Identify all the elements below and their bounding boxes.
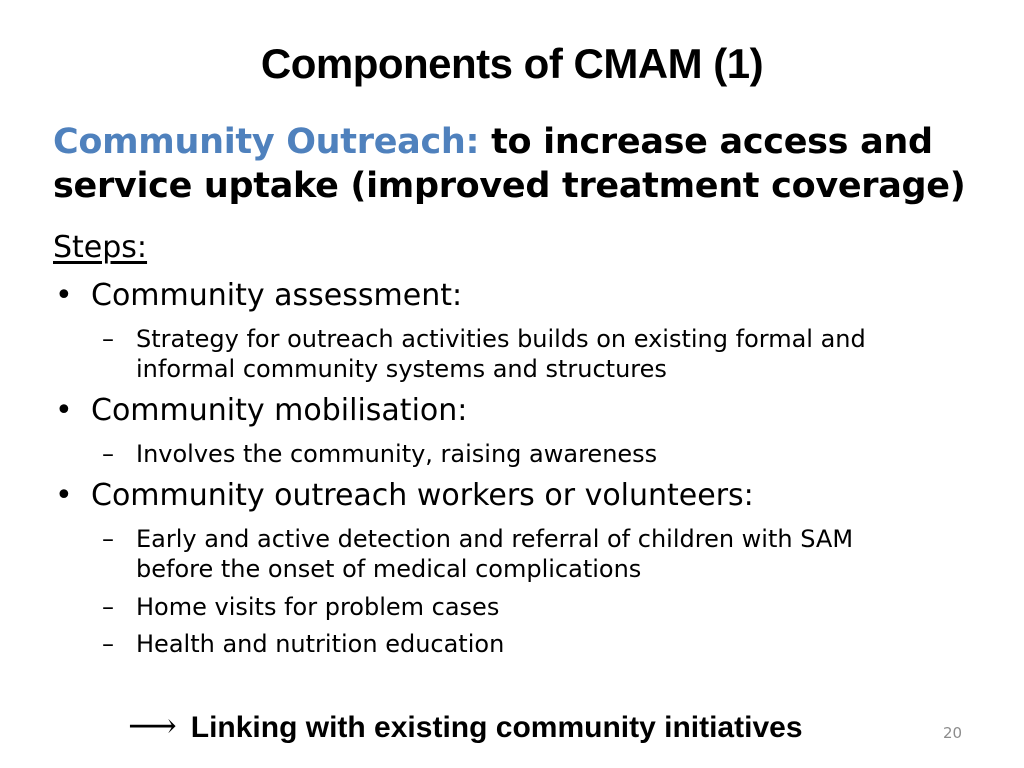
footer-statement (128, 706, 803, 746)
sub-text: Strategy for outreach activities builds on existing formal and informal community systems and structures (136, 325, 866, 383)
bullet-item (55, 393, 467, 429)
page-number: 20 (943, 724, 963, 742)
sub-text: Health and nutrition education (136, 630, 505, 658)
section-heading (53, 120, 993, 208)
bullet-label: Community outreach workers or volunteers: (91, 478, 754, 513)
sub-item (102, 439, 922, 469)
sub-dash: – (102, 593, 114, 621)
sub-dash: – (102, 630, 114, 658)
bullet-label: Community assessment: (91, 278, 463, 313)
bullet-item (55, 478, 754, 514)
steps-label: Steps: (53, 230, 148, 265)
sub-item (102, 592, 922, 622)
bullet-dot: • (55, 478, 73, 513)
slide-title: Components of CMAM (1) (260, 40, 764, 87)
sub-item (102, 524, 922, 584)
right-arrow-icon: ⟶ (128, 706, 177, 746)
bullet-item (55, 278, 462, 314)
sub-item (102, 324, 922, 384)
sub-text: Involves the community, raising awareness (136, 440, 658, 468)
sub-dash: – (102, 525, 114, 553)
heading-rest: to increase access and service uptake (improved treatment coverage) (53, 122, 966, 206)
sub-dash: – (102, 325, 114, 353)
bullet-dot: • (55, 393, 73, 428)
bullet-dot: • (55, 278, 73, 313)
sub-dash: – (102, 440, 114, 468)
heading-accent: Community Outreach: (53, 122, 480, 162)
sub-text: Home visits for problem cases (136, 593, 500, 621)
footer-text: Linking with existing community initiatives (190, 711, 803, 744)
sub-item (102, 629, 922, 659)
bullet-label: Community mobilisation: (91, 393, 468, 428)
sub-text: Early and active detection and referral of children with SAM before the onset of medical complications (136, 525, 854, 583)
